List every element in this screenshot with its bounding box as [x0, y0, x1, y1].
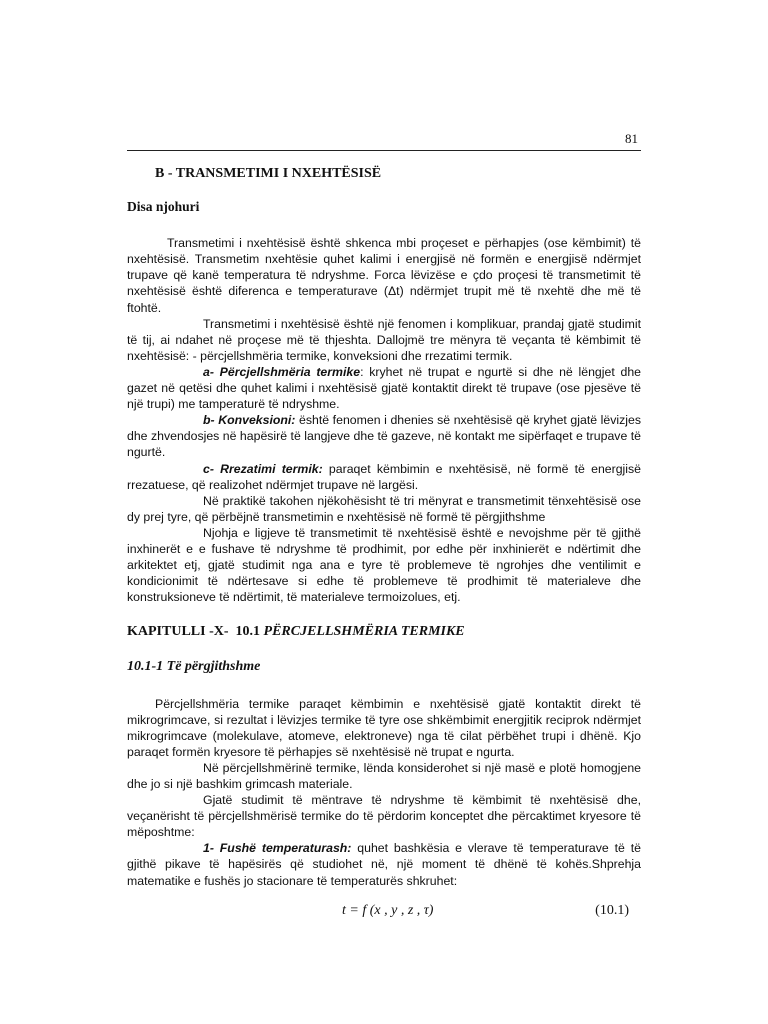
item-c-label: c- Rrezatimi termik:: [203, 461, 323, 476]
heading-transmetimi: B - TRANSMETIMI I NXEHTËSISË: [155, 166, 382, 181]
heading-disa-njohuri: Disa njohuri: [127, 199, 200, 215]
body-paragraph-3: Gjatë studimit të mëntrave të ndryshme të këmbimit të nxehtësisë dhe, veçanërisht të përcjellshmërisë termike do të përdorim konceptet dhe përcaktimet kryesore të mëposhtme:: [127, 793, 641, 840]
fushe-temperaturash-text: quhet bashkësia e vlerave të temperaturave të të gjithë pikave të hapësirës që studiohet në, një moment të dhënë të kohës.Shprehja matematike e fushës jo stacionare të temperaturës shkruhet:: [127, 841, 642, 888]
intro-paragraph-1: Transmetimi i nxehtësisë është shkenca mbi proçeset e përhapjes (ose këmbimit) të nxehtësisë. Transmetim nxehtësie quhet kalimi i energjisë në formën e energjisë ndërmjet trupave që kanë temperatura të ndryshme. Forca lëvizëse e çdo proçesi të transmetimit të nxehtësisë është diferenca e temperaturave (Δt) ndërmjet trupit më të nxehtë dhe më të ftohtë.: [127, 236, 641, 315]
item-c-text: paraqet këmbimin e nxehtësisë, në formë të energjisë rrezatuese, që realizohet ndërmjet trupave në largësi.: [127, 461, 642, 492]
fushe-temperaturash-label: 1- Fushë temperaturash:: [203, 841, 352, 856]
intro-item-a: [127, 364, 641, 412]
section-heading: 10.1-1 Të përgjithshme: [127, 659, 261, 675]
body-paragraph-2: Në përcjellshmërinë termike, lënda konsiderohet si një masë e plotë homogjene dhe jo si një bashkim grimcash materiale.: [127, 760, 641, 791]
item-a-text: : kryhet në trupat e ngurtë si dhe në lëngjet dhe gazet në qetësi dhe quhet kalimi i nxehtësisë gjatë kontaktit direkt të trupave (ose pjesëve të një trupi) me tamperaturë të ndryshme.: [127, 364, 641, 412]
formula-row: [127, 903, 641, 927]
equation-number: (10.1): [595, 902, 629, 918]
page-content: [127, 160, 641, 927]
intro-paragraph-2: Transmetimi i nxehtësisë është një fenomen i komplikuar, prandaj gjatë studimit të tij, ai ndahet në proçese më të thjeshta. Dallojmë tre mënyra të veçanta të këmbimit të nxehtësisë: - përcjellshmëria termike, konveksioni dhe rrezatimi termik.: [127, 316, 641, 363]
body-paragraph-1: Përcjellshmëria termike paraqet këmbimin e nxehtësisë gjatë kontaktit direkt të mikrogrimcave, si rezultat i lëvizjes termike të tyre ose shkëmbimit energjitik reciprok ndërmjet mikrogrimcave (molekulave, atomeve, elektroneve) nga të cilat përbëhet trupi i dhënë. Kjo paraqet formën kryesore të përhapjes së nxehtësisë në trupat e ngurta.: [127, 696, 641, 759]
page-number: 81: [625, 131, 638, 146]
chapter-prefix: KAPITULLI -X-: [127, 624, 229, 640]
intro-paragraph-3: Në praktikë takohen njëkohësisht të tri mënyrat e transmetimit tënxehtësisë ose dy prej tyre, që përbëjnë transmetimin e nxehtësisë në formë të përgjithshme: [127, 493, 641, 524]
item-b-text: është fenomen i dhenies së nxehtësisë që kryhet gjatë lëvizjes dhe zhvendosjes në hapësirë të langjeve dhe të gazeve, në kontakt me sipërfaqet e trupave të ngurtë.: [127, 413, 642, 460]
chapter-heading: [127, 624, 641, 640]
intro-item-c: [127, 461, 641, 493]
item-a-label: a- Përcjellshmëria termike: [203, 364, 361, 379]
chapter-number: 10.1: [235, 624, 261, 640]
intro-item-b: [127, 412, 641, 460]
body-paragraph-4: [127, 840, 641, 888]
chapter-title: PËRCJELLSHMËRIA TERMIKE: [263, 624, 465, 640]
header-rule: [127, 150, 641, 151]
formula: t = f (x , y , z , τ): [342, 902, 434, 918]
item-b-label: b- Konveksioni:: [203, 413, 296, 428]
intro-paragraph-4: Njohja e ligjeve të transmetimit të nxehtësisë është e nevojshme për të gjithë inxhinerët e e fushave të ndryshme të prodhimit, por edhe për inxhinierët e ndërtimit dhe arkitektet etj, gjatë studimit nga ana e tyre të problemeve të ngrohjes dhe ventilimit e kondicionimit të ndërtesave si edhe të problemeve të prodhimit të materialeve dhe konstruksioneve të ndërtimit, të materialeve termoizolues, etj.: [127, 525, 641, 605]
